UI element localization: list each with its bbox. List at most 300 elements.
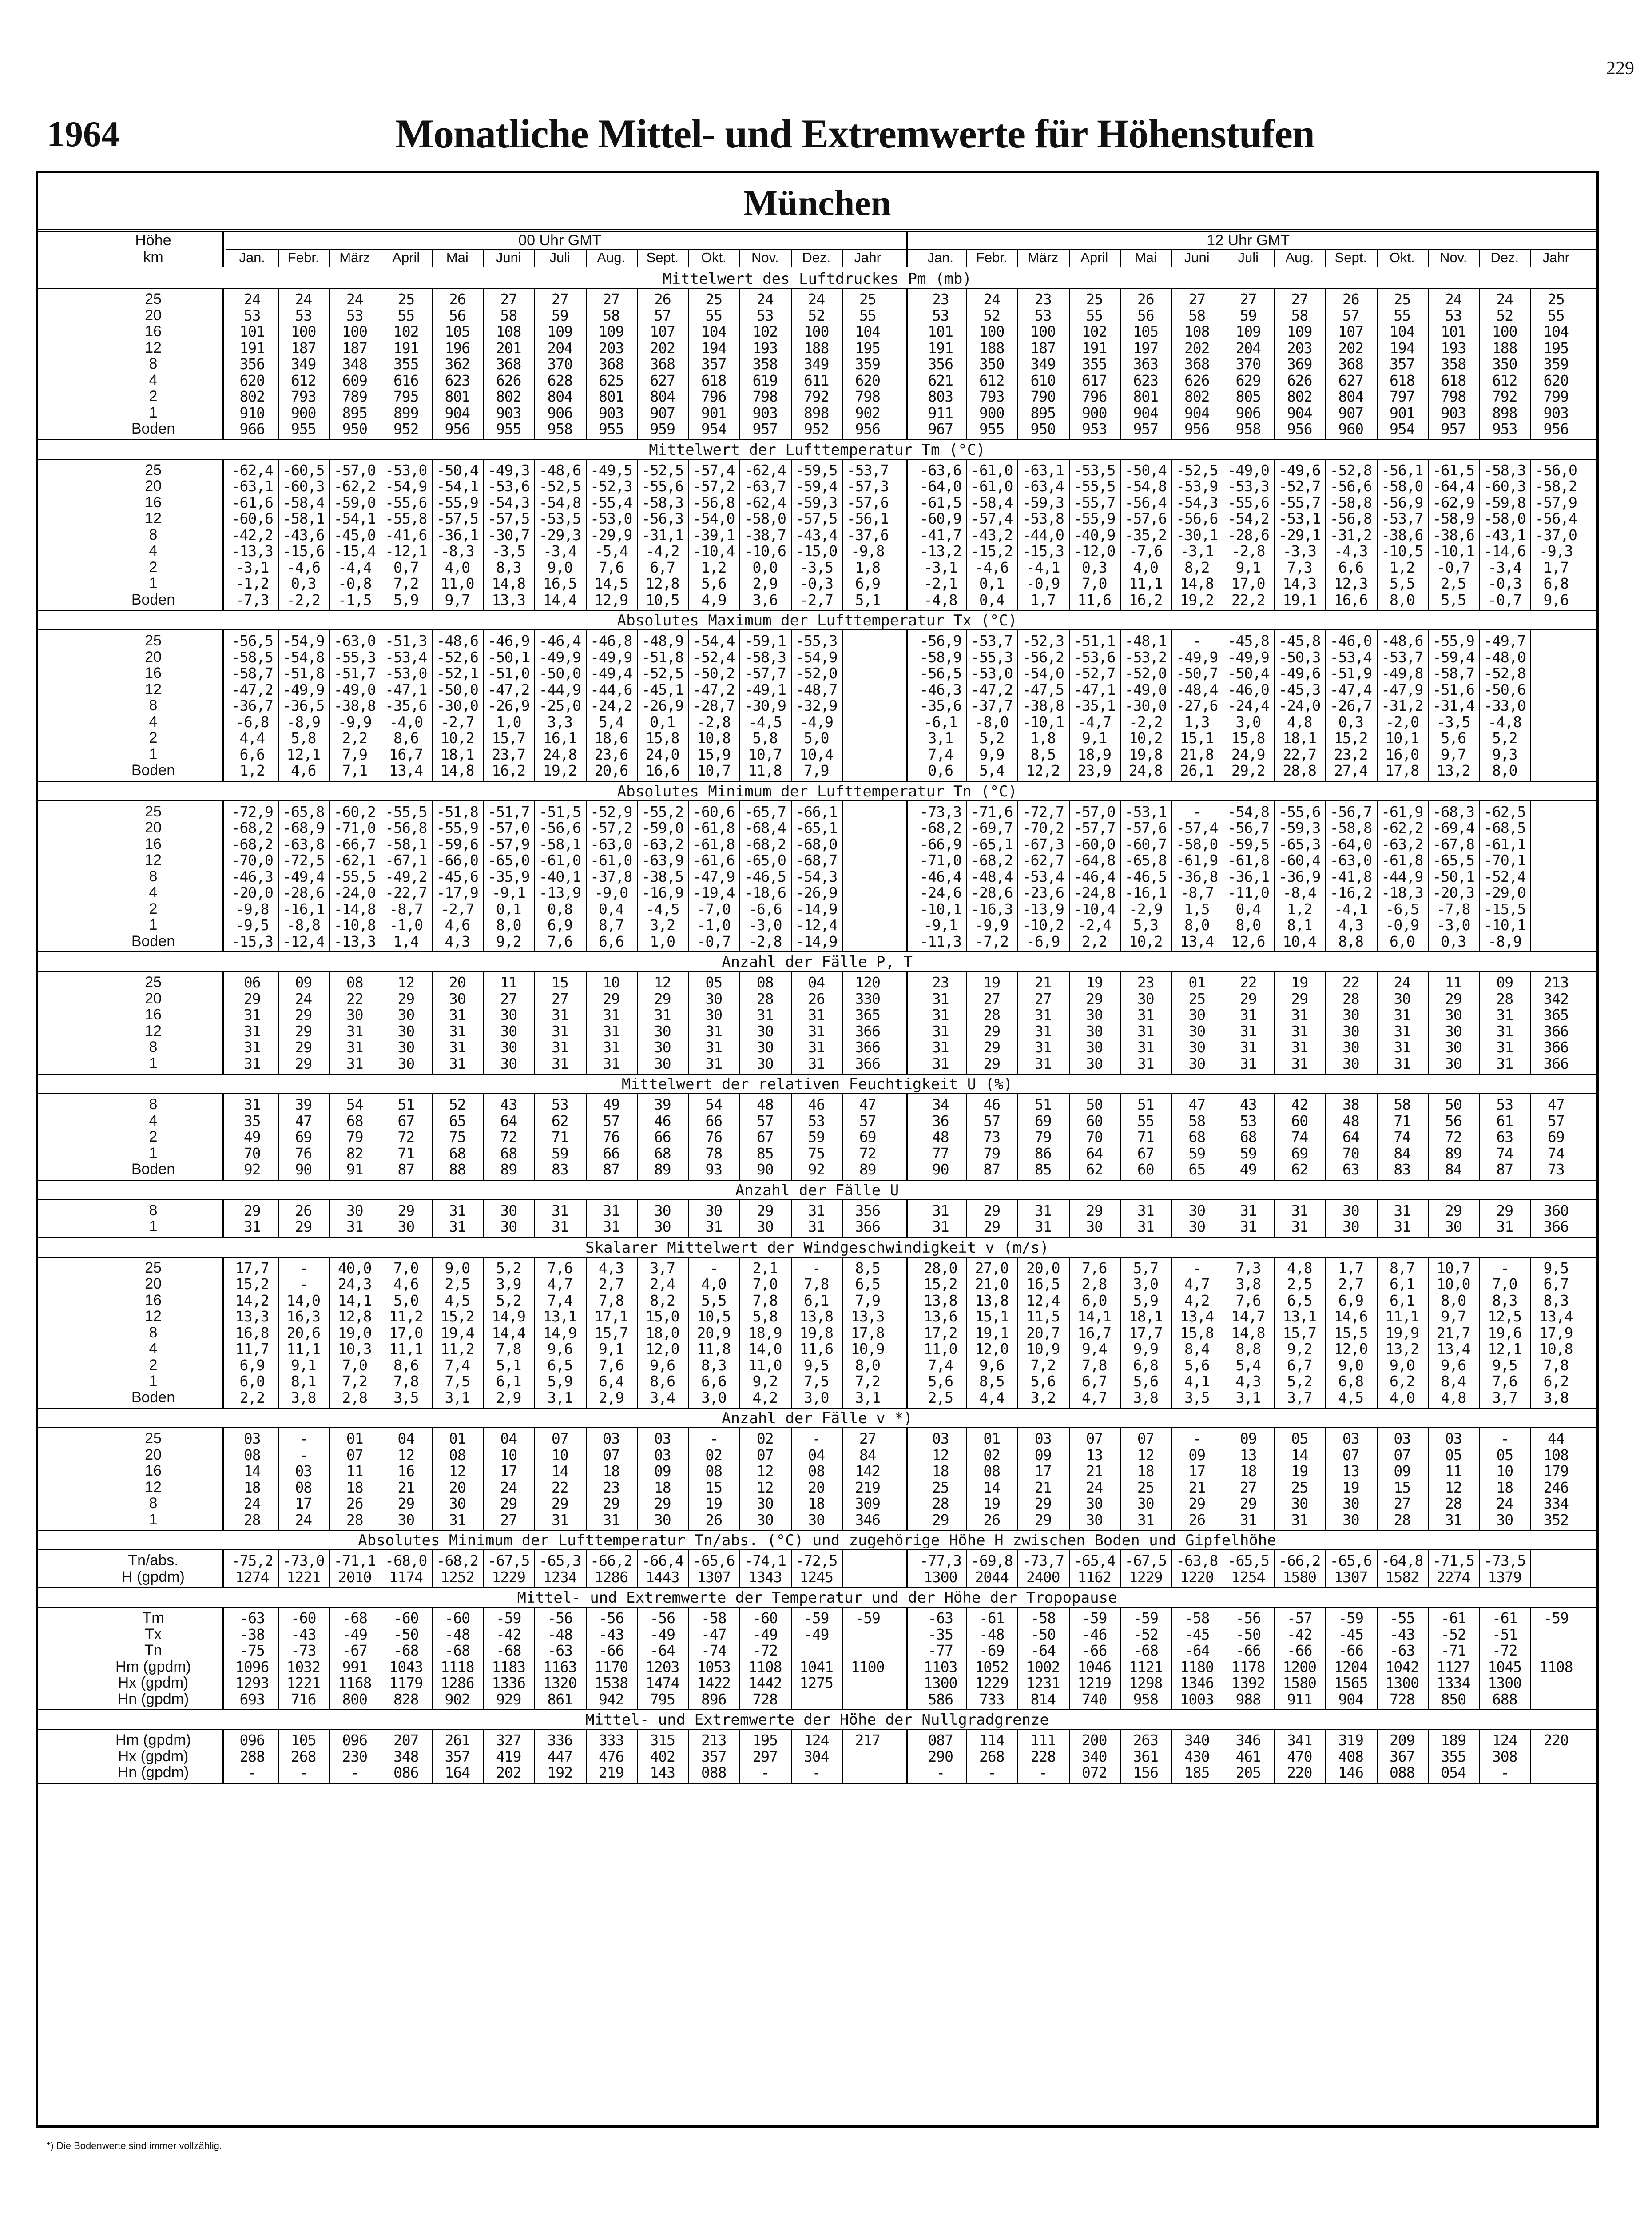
cell-00: -54,1 (436, 478, 478, 495)
cell-12: -52,7 (1073, 665, 1116, 682)
col-divider (739, 1729, 740, 1783)
col-divider (1325, 459, 1326, 610)
cell-00: -6,6 (748, 900, 782, 918)
col-divider (1428, 288, 1429, 439)
cell-12: 55 (1086, 306, 1103, 324)
col-divider (637, 1607, 638, 1709)
cell-12: 73 (983, 1128, 1001, 1146)
cell-12: -4,8 (1488, 713, 1521, 731)
col-divider (1017, 1549, 1018, 1587)
cell-12: -57,7 (1073, 819, 1116, 836)
cell-12: 617 (1081, 371, 1107, 389)
cell-00: 192 (547, 1764, 573, 1781)
cell-00: -73,0 (282, 1552, 325, 1569)
cell-12: -55,6 (1279, 803, 1321, 820)
row-label: 4 (149, 713, 158, 730)
cell-12: -56 (1235, 1609, 1261, 1627)
cell-00: 0,8 (547, 900, 573, 918)
cell-00: -56,5 (231, 632, 273, 649)
col-divider (278, 1257, 279, 1408)
cell-00: 1203 (646, 1658, 679, 1676)
cell-00: 4,6 (445, 916, 470, 934)
header-col-divider (1377, 249, 1378, 267)
cell-12: 5,4 (1235, 1356, 1261, 1374)
col-divider (534, 288, 535, 439)
cell-00: -55,9 (436, 494, 478, 511)
cell-00: -42 (496, 1625, 521, 1643)
cell-00: 90 (295, 1161, 312, 1178)
cell-00: -60 (752, 1609, 778, 1627)
month-header-12: Okt. (1389, 250, 1415, 265)
col-divider (791, 629, 792, 781)
cell-00: 402 (650, 1747, 675, 1765)
month-header-00: Okt. (701, 250, 727, 265)
col-divider (1274, 288, 1275, 439)
cell-12: 10,1 (1385, 729, 1419, 747)
cell-00: 10 (551, 1446, 568, 1464)
cell-00: 30 (756, 1022, 774, 1040)
col-divider (329, 1607, 330, 1709)
cell-12: 187 (1030, 339, 1056, 357)
cell-12: 21 (1188, 1478, 1206, 1496)
cell-00: -62,2 (334, 478, 376, 495)
row-label: 16 (145, 323, 162, 340)
cell-12: 23 (1034, 291, 1052, 308)
cell-00: 0,1 (650, 713, 675, 731)
cell-00: 18 (243, 1478, 261, 1496)
cell-12: 956 (1184, 420, 1210, 438)
cell-12: -53,1 (1124, 803, 1167, 820)
cell-12: 9,9 (1133, 1340, 1159, 1357)
cell-12: -41,8 (1330, 868, 1372, 885)
cell-00: 356 (239, 355, 265, 373)
cell-12: 27 (1394, 1495, 1411, 1512)
block-left-border (222, 629, 224, 781)
cell-12: 2,5 (928, 1389, 953, 1406)
cell-00: 2,1 (752, 1259, 778, 1277)
cell-12: 15,2 (924, 1275, 957, 1293)
cell-12: 30 (1086, 1511, 1103, 1528)
hoehe-header: Höhe (135, 232, 171, 249)
cell-12: 18,1 (1283, 729, 1316, 747)
cell-00: -49,4 (590, 665, 632, 682)
cell-00: 9,0 (445, 1259, 470, 1277)
cell-00: 71 (397, 1144, 415, 1162)
cell-12: -59 (1338, 1609, 1364, 1627)
cell-00: -8,9 (286, 713, 320, 731)
cell-00: 9,1 (290, 1356, 316, 1374)
cell-12: 42 (1291, 1096, 1308, 1113)
cell-00: -68,2 (436, 1552, 478, 1569)
cell-00: -59,0 (641, 819, 683, 836)
cell-12: -48,1 (1124, 632, 1167, 649)
cell-12: 308 (1492, 1747, 1517, 1765)
cell-12: -65,8 (1124, 852, 1167, 869)
cell-00: -67,1 (385, 852, 427, 869)
cell-12: 19,9 (1385, 1324, 1419, 1341)
cell-00: -68,0 (795, 835, 838, 853)
cell-12: 352 (1543, 1511, 1569, 1528)
cell-12: -33,0 (1484, 697, 1526, 714)
cell-12: - (936, 1764, 945, 1781)
cell-00: -55,4 (590, 494, 632, 511)
col-divider (842, 800, 843, 952)
cell-00: 29 (295, 1006, 312, 1023)
cell-00: -45,0 (334, 526, 376, 544)
cell-00: 31 (243, 1218, 261, 1235)
cell-12: -35,6 (919, 697, 961, 714)
col-divider (791, 1427, 792, 1530)
cell-00: 52 (449, 1096, 466, 1113)
cell-00: 230 (342, 1747, 368, 1765)
section-title: Mittel- und Extremwerte der Höhe der Nullgradgrenze (585, 1711, 1049, 1729)
block-mid-border (906, 629, 908, 781)
cell-00: 966 (239, 420, 265, 438)
cell-12: 31 (1291, 1218, 1308, 1235)
cell-12: -8,0 (975, 713, 1009, 731)
month-header-12: Juli (1238, 250, 1259, 265)
cell-00: -71,0 (334, 819, 376, 836)
cell-00: -54,0 (693, 510, 735, 527)
header-col-divider (534, 249, 535, 267)
cell-12: 5,5 (1389, 575, 1415, 592)
cell-12: -52 (1133, 1625, 1159, 1643)
cell-12: 31 (1137, 1202, 1154, 1219)
cell-00: 31 (603, 1039, 620, 1056)
cell-00: 896 (701, 1690, 727, 1708)
cell-12: -60,3 (1484, 478, 1526, 495)
cell-00: 12,9 (594, 591, 628, 609)
cell-00: -66,0 (436, 852, 478, 869)
cell-00: 7,0 (393, 1259, 419, 1277)
cell-12: 05 (1291, 1430, 1308, 1447)
cell-12: 30 (1445, 1022, 1462, 1040)
cell-00: -56,8 (385, 819, 427, 836)
cell-12: 359 (1543, 355, 1569, 373)
cell-00: 9,6 (650, 1356, 675, 1374)
cell-12: 268 (979, 1747, 1005, 1765)
cell-00: 82 (346, 1144, 363, 1162)
col-divider (791, 800, 792, 952)
cell-12: 6,2 (1543, 1373, 1569, 1390)
col-divider (1428, 629, 1429, 781)
cell-00: 30 (654, 1218, 671, 1235)
cell-00: -63,8 (282, 835, 325, 853)
cell-00: 8,5 (855, 1259, 881, 1277)
col-divider (278, 459, 279, 610)
cell-00: 3,6 (752, 591, 778, 609)
cell-00: 92 (808, 1161, 825, 1178)
cell-00: 861 (547, 1690, 573, 1708)
cell-00: -62,4 (744, 461, 786, 479)
cell-00: 51 (397, 1096, 415, 1113)
cell-12: -16,1 (1124, 884, 1167, 901)
cell-00: 7,2 (855, 1373, 881, 1390)
cell-12: 29 (1445, 1202, 1462, 1219)
cell-00: 26 (654, 291, 671, 308)
cell-12: 319 (1338, 1731, 1364, 1749)
cell-00: 1053 (697, 1658, 731, 1676)
col-divider (688, 1607, 689, 1709)
cell-00: -63 (547, 1642, 573, 1659)
cell-12: 18 (1239, 1462, 1257, 1480)
cell-00: 2,9 (496, 1389, 521, 1406)
cell-12: 90 (932, 1161, 949, 1178)
cell-00: 31 (705, 1218, 723, 1235)
cell-12: -67,3 (1022, 835, 1064, 853)
cell-12: 31 (1137, 1055, 1154, 1072)
cell-00: 102 (393, 323, 419, 340)
cell-00: 4,3 (445, 932, 470, 950)
cell-12: -36,8 (1176, 868, 1218, 885)
cell-00: 105 (445, 323, 470, 340)
cell-12: 3,2 (1030, 1389, 1056, 1406)
header-col-divider (688, 249, 689, 267)
cell-00: 17,1 (594, 1308, 628, 1325)
cell-12: -24,8 (1073, 884, 1116, 901)
cell-12: 366 (1543, 1055, 1569, 1072)
cell-12: 111 (1030, 1731, 1056, 1749)
cell-00: -43,6 (282, 526, 325, 544)
col-divider (534, 459, 535, 610)
col-divider (329, 971, 330, 1074)
cell-12: -45 (1184, 1625, 1210, 1643)
cell-12: -70,1 (1484, 852, 1526, 869)
cell-00: -54,1 (334, 510, 376, 527)
col-divider (1120, 459, 1121, 610)
cell-00: -36,5 (282, 697, 325, 714)
cell-00: 03 (654, 1430, 671, 1447)
cell-12: 205 (1235, 1764, 1261, 1781)
cell-12: 03 (1445, 1430, 1462, 1447)
cell-12: 100 (1492, 323, 1517, 340)
cell-12: -71 (1441, 1642, 1466, 1659)
cell-00: -57,7 (744, 665, 786, 682)
row-label: 1 (149, 575, 158, 592)
cell-12: 102 (1081, 323, 1107, 340)
cell-00: 12 (654, 974, 671, 991)
cell-12: 797 (1389, 388, 1415, 405)
col-divider (739, 1427, 740, 1530)
cell-12: 13 (1342, 1462, 1359, 1480)
cell-12: 18 (1137, 1462, 1154, 1480)
cell-00: 1422 (697, 1674, 731, 1692)
cell-00: 191 (239, 339, 265, 357)
cell-12: 30 (1188, 1006, 1206, 1023)
cell-12: 5,2 (1287, 1373, 1312, 1390)
col-divider (432, 1199, 433, 1237)
cell-12: 1346 (1180, 1674, 1214, 1692)
cell-00: -35,9 (488, 868, 530, 885)
col-divider (739, 1093, 740, 1180)
cell-12: 3,0 (1133, 1275, 1159, 1293)
cell-00: 31 (705, 1022, 723, 1040)
cell-00: 20,6 (286, 1324, 320, 1341)
cell-12: 6,1 (1389, 1275, 1415, 1293)
cell-00: 7,0 (752, 1275, 778, 1293)
cell-12: -64 (1030, 1642, 1056, 1659)
cell-12: 1229 (975, 1674, 1009, 1692)
cell-12: -59 (1081, 1609, 1107, 1627)
cell-12: -61,9 (1381, 803, 1423, 820)
block-left-border (222, 1199, 224, 1237)
cell-00: 793 (290, 388, 316, 405)
page-number: 229 (1606, 58, 1634, 79)
cell-00: 6,6 (239, 745, 265, 763)
cell-12: 19 (983, 1495, 1001, 1512)
cell-00: -43 (290, 1625, 316, 1643)
col-divider (1530, 459, 1531, 610)
cell-00: 365 (855, 1006, 881, 1023)
cell-12: 1204 (1334, 1658, 1368, 1676)
cell-00: -55,6 (385, 494, 427, 511)
cell-12: 31 (1239, 1202, 1257, 1219)
cell-12: -53,2 (1124, 648, 1167, 666)
cell-12: 1200 (1283, 1658, 1316, 1676)
cell-00: 958 (547, 420, 573, 438)
cell-00: -4,9 (799, 713, 833, 731)
cell-00: 25 (397, 291, 415, 308)
cell-00: 18,0 (646, 1324, 679, 1341)
cell-00: 29 (243, 1202, 261, 1219)
cell-00: -25,0 (539, 697, 581, 714)
cell-12: -48,6 (1381, 632, 1423, 649)
cell-12: 31 (932, 1202, 949, 1219)
col-divider (1377, 1729, 1378, 1783)
cell-12: 6,0 (1389, 932, 1415, 950)
cell-12: 1127 (1437, 1658, 1470, 1676)
section-title: Mittel- und Extremwerte der Temperatur und der Höhe der Tropopause (517, 1589, 1117, 1607)
cell-00: -8,7 (389, 900, 423, 918)
cell-00: -46,8 (590, 632, 632, 649)
cell-00: 29 (295, 1055, 312, 1072)
cell-12: 1045 (1488, 1658, 1521, 1676)
cell-12: -56,9 (919, 632, 961, 649)
cell-12: -7,2 (975, 932, 1009, 950)
row-label: 25 (145, 1430, 162, 1447)
cell-00: - (812, 1764, 821, 1781)
cell-12: 4,3 (1338, 916, 1364, 934)
cell-12: 5,6 (1184, 1356, 1210, 1374)
cell-12: 957 (1441, 420, 1466, 438)
cell-12: -59,4 (1432, 648, 1474, 666)
cell-12: -58,0 (1176, 835, 1218, 853)
cell-00: 795 (650, 1690, 675, 1708)
cell-12: -61,1 (1484, 835, 1526, 853)
cell-12: -63,4 (1022, 478, 1064, 495)
cell-12: 8,1 (1287, 916, 1312, 934)
cell-12: 18,1 (1129, 1308, 1163, 1325)
cell-00: -53,7 (846, 461, 889, 479)
cell-12: 60 (1137, 1161, 1154, 1178)
cell-12: 7,3 (1235, 1259, 1261, 1277)
cell-12: -4,3 (1334, 542, 1368, 560)
cell-00: 1307 (697, 1568, 731, 1586)
cell-00: -10,8 (334, 916, 376, 934)
cell-00: 15,2 (235, 1275, 269, 1293)
cell-12: -38,6 (1381, 526, 1423, 544)
cell-00: 30 (500, 1202, 517, 1219)
col-divider (1274, 800, 1275, 952)
cell-12: -52,8 (1484, 665, 1526, 682)
cell-12: -61,0 (971, 478, 1013, 495)
cell-00: 18 (603, 1462, 620, 1480)
cell-12: 2,8 (1081, 1275, 1107, 1293)
cell-00: 12 (449, 1462, 466, 1480)
cell-00: 907 (650, 404, 675, 422)
station-divider (38, 229, 1596, 230)
cell-00: - (299, 1275, 308, 1293)
cell-00: 899 (393, 404, 419, 422)
cell-00: 4,3 (598, 1259, 624, 1277)
row-label: 8 (149, 868, 158, 885)
block-left-border (222, 971, 224, 1074)
cell-00: 213 (701, 1731, 727, 1749)
col-divider (329, 629, 330, 781)
cell-12: -56,0 (1535, 461, 1577, 479)
cell-00: -60,3 (282, 478, 325, 495)
cell-00: 0,1 (496, 900, 521, 918)
cell-00: -38,8 (334, 697, 376, 714)
cell-00: 01 (346, 1430, 363, 1447)
cell-12: 906 (1235, 404, 1261, 422)
cell-12: -72 (1492, 1642, 1517, 1659)
cell-12: 63 (1342, 1161, 1359, 1178)
col-divider (1325, 1549, 1326, 1587)
cell-00: -70,0 (231, 852, 273, 869)
cell-12: 108 (1184, 323, 1210, 340)
cell-00: 609 (342, 371, 368, 389)
cell-00: -65,0 (488, 852, 530, 869)
cell-12: -4,8 (924, 591, 957, 609)
cell-12: 8,0 (1389, 591, 1415, 609)
cell-00: -62,1 (334, 852, 376, 869)
cell-12: 51 (1137, 1096, 1154, 1113)
cell-00: -45,6 (436, 868, 478, 885)
cell-12: 6,8 (1133, 1356, 1159, 1374)
cell-00: 24 (756, 291, 774, 308)
cell-00: 31 (808, 1202, 825, 1219)
cell-00: 30 (654, 1202, 671, 1219)
col-divider (791, 1607, 792, 1709)
cell-00: 900 (290, 404, 316, 422)
month-header-12: Mai (1134, 250, 1157, 265)
cell-12: -65,1 (971, 835, 1013, 853)
cell-12: 1300 (1488, 1674, 1521, 1692)
cell-12: -59,8 (1484, 494, 1526, 511)
cell-12: 31 (1137, 1511, 1154, 1528)
cell-12: -10,1 (1484, 916, 1526, 934)
cell-00: 3,9 (496, 1275, 521, 1293)
cell-00: 991 (342, 1658, 368, 1676)
cell-12: 796 (1081, 388, 1107, 405)
col-divider (966, 1549, 967, 1587)
section-title-line (38, 1257, 1596, 1258)
cell-00: 11,1 (286, 1340, 320, 1357)
cell-00: 65 (449, 1112, 466, 1130)
cell-12: -50,7 (1176, 665, 1218, 682)
cell-00: 31 (551, 1055, 568, 1072)
header-col-divider (586, 249, 587, 267)
row-label: Boden (131, 420, 175, 437)
cell-12: 01 (1188, 974, 1206, 991)
row-label: Boden (131, 932, 175, 950)
col-divider (1479, 1427, 1480, 1530)
cell-00: 28 (756, 990, 774, 1007)
cell-12: 156 (1133, 1764, 1159, 1781)
cell-12: 30 (1086, 1022, 1103, 1040)
cell-12: -62,7 (1022, 852, 1064, 869)
